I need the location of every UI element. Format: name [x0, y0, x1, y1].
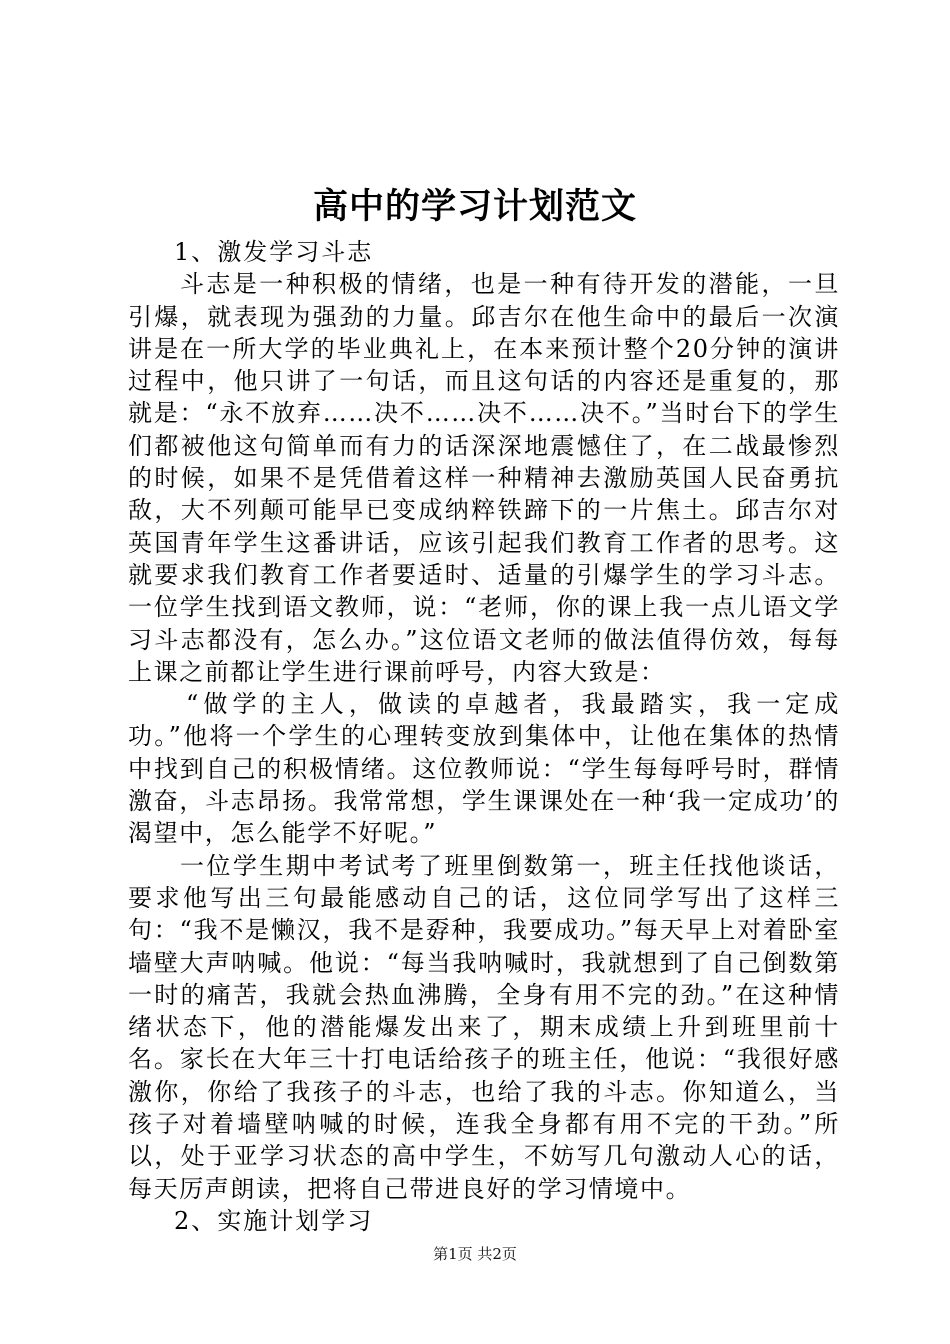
- section-heading-2: 2、实施计划学习: [174, 1206, 374, 1235]
- page-footer: 第1页 共2页: [433, 1245, 517, 1263]
- paragraph-1: 斗志是一种积极的情绪，也是一种有待开发的潜能，一旦引爆，就表现为强劲的力量。邱吉尔在他生命中的最后一次演讲是在一所大学的毕业典礼上，在本来预计整个20分钟的演讲过程中，他只讲了一句话，而且这句话的内容还是重复的，那就是：“永不放弃……决不……决不……决不。”当时台下的学生们都被他这句简单而有力的话深深地震憾住了，在二战最惨烈的时候，如果不是凭借着这样一种精神去激励英国人民奋勇抗敌，大不列颠可能早已变成纳粹铁蹄下的一片焦土。邱吉尔对英国青年学生这番讲话，应该引起我们教育工作者的思考。这就要求我们教育工作者要适时、适量的引爆学生的学习斗志。一位学生找到语文教师，说：“老师，你的课上我一点儿语文学习斗志都没有，怎么办。”这位语文老师的做法值得仿效，每每上课之前都让学生进行课前呼号，内容大致是：: [128, 270, 840, 686]
- document-body: [128, 236, 840, 1237]
- paragraph-2: “做学的主人，做读的卓越者，我最踏实，我一定成功。”他将一个学生的心理转变放到集体中，让他在集体的热情中找到自己的积极情绪。这位教师说：“学生每每呼号时，群情激奋，斗志昂扬。我常常想，学生课课处在一种‘我一定成功’的渴望中，怎么能学不好呢。”: [128, 690, 840, 848]
- section-heading-1: 1、激发学习斗志: [174, 238, 374, 266]
- page-title: 高中的学习计划范文: [312, 186, 637, 227]
- paragraph-3: 一位学生期中考试考了班里倒数第一，班主任找他谈话，要求他写出三句最能感动自己的话，这位同学写出了这样三句：“我不是懒汉，我不是孬种，我要成功。”每天早上对着卧室墙壁大声呐喊。他说：“每当我呐喊时，我就想到了自己倒数第一时的痛苦，我就会热血沸腾，全身有用不完的劲。”在这种情绪状态下，他的潜能爆发出来了，期末成绩上升到班里前十名。家长在大年三十打电话给孩子的班主任，他说：“我很好感激你，你给了我孩子的斗志，也给了我的斗志。你知道么，当孩子对着墙壁呐喊的时候，连我全身都有用不完的干劲。”所以，处于亚学习状态的高中学生，不妨写几句激动人心的话，每天厉声朗读，把将自己带进良好的学习情境中。: [128, 851, 840, 1203]
